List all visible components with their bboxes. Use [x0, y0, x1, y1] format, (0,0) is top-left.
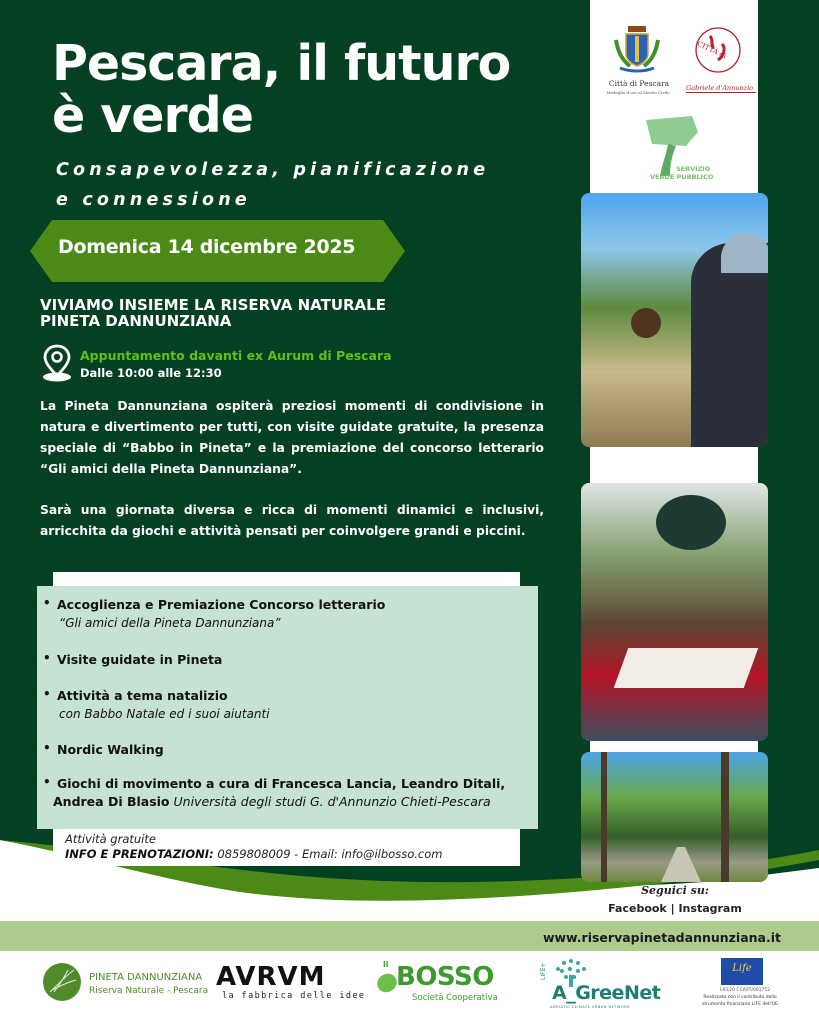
photo-guided-tour: [581, 193, 768, 447]
instagram-link[interactable]: Instagram: [678, 902, 742, 915]
info-box: [53, 829, 520, 866]
free-activities-label: Attività gratuite: [65, 832, 156, 846]
dannunzio-label: CITTÀ di: [695, 39, 728, 61]
activity-subtitle: con Babbo Natale ed i suoi aiutanti: [59, 707, 270, 721]
email-contact[interactable]: - Email: info@ilbosso.com: [290, 847, 443, 861]
activity-subtitle: “Gli amici della Pineta Dannunziana”: [59, 616, 281, 630]
bosso-leaf-icon: [376, 966, 398, 994]
list-item: [37, 687, 538, 741]
life-note-1: Realizzato con il contributo dello: [703, 995, 777, 1000]
title-line-2: è verde: [52, 87, 253, 144]
website-link[interactable]: www.riservapinetadannunziana.it: [542, 930, 781, 945]
aurum-logo: AVRVM: [216, 962, 326, 992]
list-item: [37, 651, 538, 687]
agreenet-logo: A_GreeNet: [552, 982, 661, 1004]
aurum-tagline: la fabbrica delle idee: [222, 991, 366, 1001]
bullet: •: [43, 775, 51, 789]
activity-title: Attività a tema natalizio: [57, 688, 228, 703]
pescara-crest-icon: [612, 24, 662, 74]
section-heading: [40, 297, 460, 329]
dannunzio-signature: Gabriele d'Annunzio: [686, 84, 756, 93]
life-code: LIFE20 CCA/IT/001752: [720, 988, 771, 993]
bullet: •: [43, 741, 51, 755]
list-item: [37, 741, 538, 775]
description-paragraph-1: La Pineta Dannunziana ospiterà preziosi momenti di condivisione in natura e divertimento per tutti, con visite guidate gratuite, la presenza speciale di “Babbo in Pineta” e la premiazione del concorso letterario “Gli amici della Pineta Dannunziana”.: [40, 399, 544, 476]
separator: |: [670, 902, 675, 915]
bosso-subtitle: Società Cooperativa: [412, 993, 498, 1003]
heading-line-1: VIVIAMO INSIEME LA RISERVA NATURALE: [40, 296, 386, 314]
map-pin-icon: [40, 343, 74, 383]
page-title: [52, 35, 572, 144]
life-label: Life: [732, 963, 752, 974]
agreenet-subtitle: ADRIATIC CLIMATE URBAN NETWORK: [550, 1005, 630, 1009]
booking-label: INFO E PRENOTAZIONI:: [65, 847, 214, 861]
pineta-logo-name: PINETA DANNUNZIANA: [89, 972, 203, 983]
partner-logos-panel: [590, 0, 758, 193]
activity-title: Nordic Walking: [57, 742, 164, 757]
subtitle: [56, 155, 556, 215]
service-label-2: VERDE PUBBLICO: [650, 173, 714, 181]
event-time: Dalle 10:00 alle 12:30: [80, 366, 222, 380]
city-subtitle: Medaglia d'oro al Merito Civile: [606, 90, 670, 95]
activity-title: Visite guidate in Pineta: [57, 652, 223, 667]
bosso-prefix: il: [383, 960, 389, 969]
phone-number[interactable]: 0859808009: [213, 847, 291, 861]
photo-pine-forest-path: [581, 752, 768, 882]
agreenet-prefix: LIFE+: [540, 962, 547, 980]
photo-frame: [590, 447, 758, 483]
description-paragraph-2: Sarà una giornata diversa e ricca di momenti dinamici e inclusivi, arricchita da giochi e attività pensati per coinvolgere grandi e piccini.: [40, 503, 544, 538]
subtitle-line-1: Consapevolezza, pianificazione: [56, 160, 490, 180]
eu-life-flag-icon: [721, 958, 763, 985]
photo-christmas-activity: [581, 483, 768, 741]
list-item: [37, 596, 538, 651]
title-line-1: Pescara, il futuro: [52, 35, 511, 92]
list-item: [37, 775, 538, 811]
facebook-link[interactable]: Facebook: [608, 902, 667, 915]
pineta-leaf-logo-icon: [42, 962, 82, 1002]
bosso-logo: BOSSO: [396, 962, 494, 992]
heading-line-2: PINETA DANNUNZIANA: [40, 312, 232, 330]
activity-title: Giochi di movimento a cura di Francesca Lancia, Leandro Ditali,: [57, 776, 506, 791]
service-label-1: SERVIZIO: [676, 165, 711, 173]
city-name: Città di Pescara: [608, 79, 670, 88]
bullet: •: [43, 651, 51, 665]
meeting-place: Appuntamento davanti ex Aurum di Pescara: [80, 348, 392, 363]
activities-list: [37, 586, 538, 829]
bullet: •: [43, 687, 51, 701]
university-name: Università degli studi G. d'Annunzio Chieti-Pescara: [169, 794, 491, 809]
event-date: Domenica 14 dicembre 2025: [58, 236, 356, 258]
social-links: [600, 902, 750, 915]
subtitle-line-2: e connessione: [56, 190, 251, 210]
follow-us-label: Seguici su:: [641, 884, 709, 897]
life-note-2: strumento finanziario LIFE dell'UE: [702, 1002, 778, 1007]
activity-title: Accoglienza e Premiazione Concorso letterario: [57, 597, 386, 612]
activity-title-cont: Andrea Di Blasio: [53, 794, 170, 809]
pineta-logo-subtitle: Riserva Naturale - Pescara: [89, 986, 209, 996]
bullet: •: [43, 596, 51, 610]
